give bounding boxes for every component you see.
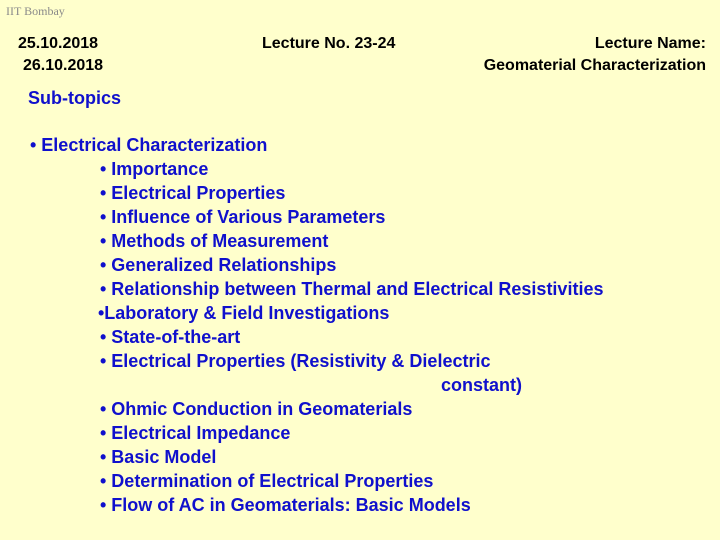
- lecture-dates: [18, 33, 103, 77]
- topic-item: • Electrical Properties (Resistivity & Dielectric: [100, 351, 491, 371]
- topic-item: • Importance: [100, 159, 209, 179]
- topic-item: • Flow of AC in Geomaterials: Basic Models: [100, 495, 471, 515]
- subtopics-title: Sub-topics: [28, 88, 121, 108]
- institute-label: IIT Bombay: [6, 4, 65, 18]
- lecture-number: Lecture No. 23-24: [262, 35, 396, 52]
- topic-list: [30, 133, 603, 517]
- topic-item: • Methods of Measurement: [100, 231, 329, 251]
- topic-item: • Relationship between Thermal and Electrical Resistivities: [100, 279, 604, 299]
- topic-item: •Laboratory & Field Investigations: [98, 303, 390, 323]
- topic-item: • State-of-the-art: [100, 327, 241, 347]
- lecture-name-label: Lecture Name:: [594, 35, 706, 52]
- topic-item: • Basic Model: [100, 447, 217, 467]
- topic-item: • Influence of Various Parameters: [100, 207, 386, 227]
- topic-item: • Electrical Characterization: [30, 135, 268, 155]
- lecture-name: Geomaterial Characterization: [483, 57, 706, 74]
- lecture-name-block: [484, 33, 706, 77]
- topic-item: • Determination of Electrical Properties: [100, 471, 434, 491]
- topic-item: • Electrical Impedance: [100, 423, 291, 443]
- topic-item: • Electrical Properties: [100, 183, 286, 203]
- topic-item-continuation: constant): [441, 375, 522, 395]
- lecture-date-1: 25.10.2018: [18, 35, 99, 52]
- topic-item: • Ohmic Conduction in Geomaterials: [100, 399, 413, 419]
- lecture-date-2: 26.10.2018: [23, 57, 104, 74]
- topic-item: • Generalized Relationships: [100, 255, 337, 275]
